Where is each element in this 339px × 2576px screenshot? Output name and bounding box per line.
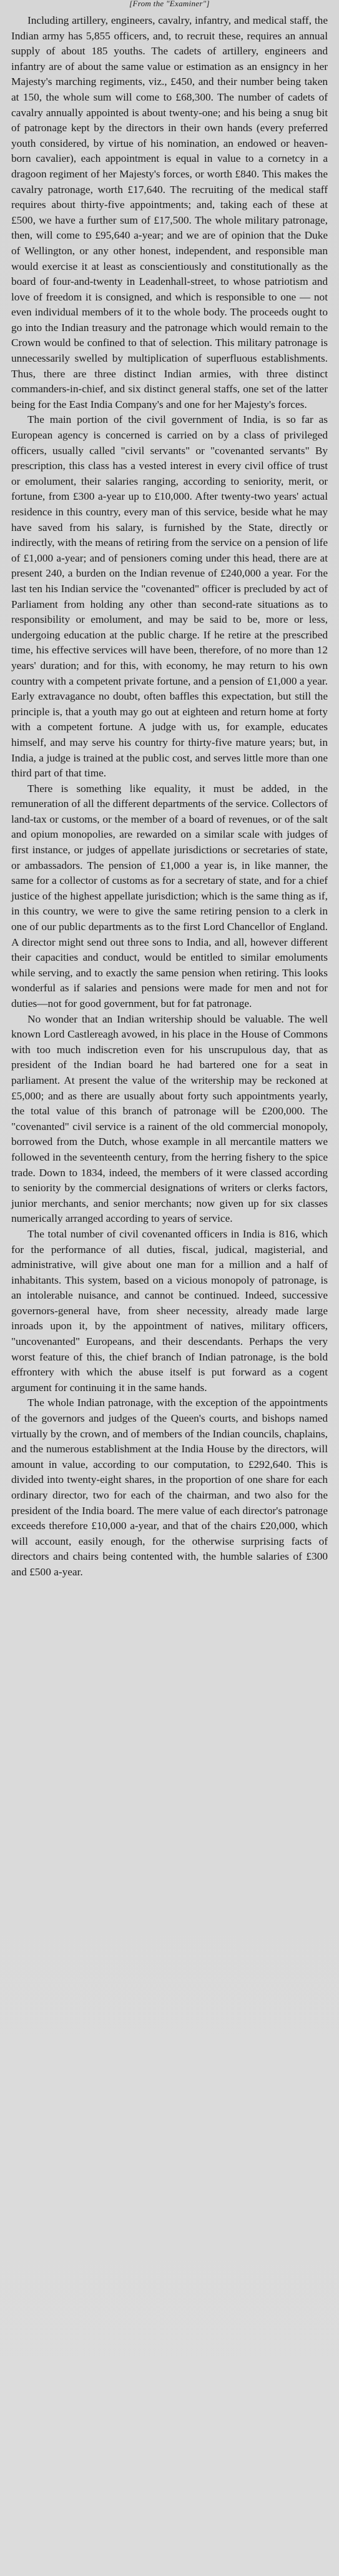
paragraph-writership-value: No wonder that an Indian writership should be valuable. The well known Lord Castlereagh avowed, in his place in the House of Commons with too much indiscretion even for his unscrupulous day, that as president of the Indian board he had bartered one for a seat in parliament. At present the value of the writership may be reckoned at £5,000; and as there are usually about forty such appointments yearly, the total value of this branch of patronage will be £200,000. The "covenanted" civil service is a rainent of the old commercial monopoly, borrowed from the Dutch, whose example in all mercantile matters we followed in the seventeenth century, from the herring fishery to the spice trade. Down to 1834, indeed, the members of it were classed according to seniority by the commercial designations of writers or clerks factors, junior merchants, and senior merchants; now given up for six classes numerically arranged according to years of service. [11, 1013, 328, 1225]
article-column [11, 0, 328, 2576]
paragraph-covenanted-officers: The total number of civil covenanted officers in India is 816, which for the performance of all duties, fiscal, judical, magisterial, and administrative, will give about one man for a million and a half of inhabitants. This system, based on a vicious monopoly of patronage, is an intolerable nuisance, and cannot be continued. Indeed, successive governors-general have, from sheer necessity, already made large inroads upon it, by the appointment of natives, military officers, "uncovenanted" Europeans, and their descendants. Perhaps the very worst feature of this, the chief branch of Indian patronage, is the bold effrontery with which the abuse itself is put forward as a cogent argument for continuing it in the same hands. [11, 1227, 328, 1394]
paragraph-military-patronage: Including artillery, engineers, cavalry, infantry, and medical staff, the Indian army has 5,855 officers, and, to recruit these, requires an annual supply of about 185 youths. The cadets of artillery, engineers and infantry are of about the same value or estimation as an ensigncy in her Majesty's marching regiments, viz., £450, and their number being taken at 150, the whole sum will come to £68,300. The number of cadets of cavalry annually appointed is about twenty-one; and his being a snug bit of patronage kept by the directors in their own hands (every preferred youth considered, by virtue of his nomination, an endowed or heaven-born cavalier), each appointment is equal in value to a cornetcy in a dragoon regiment of her Majesty's forces, or worth £840. This makes the cavalry patronage, worth £17,640. The recruiting of the medical staff requires about thirty-five appointments; and, taking each of these at £500, we have a further sum of £17,500. The whole military patronage, then, will come to £95,640 a-year; and we are of opinion that the Duke of Wellington, or any other honest, independent, and responsible man would exercise it at least as conscientiously and constitutionally as the board of four-and-twenty in Leadenhall-street, to whose patriotism and love of freedom it is consigned, and which is responsible to one — not even individual members of it to the whole body. The proceeds ought to go into the Indian treasury and the patronage which would remain to the Crown would be confined to that of selection. This military patronage is unnecessarily swelled by multiplication of superfluous establishments. Thus, there are three distinct Indian armies, with three distinct commanders-in-chief, and six distinct general staffs, one set of the latter being for the East India Company's and one for her Majesty's forces. [11, 14, 328, 410]
paragraph-whole-patronage: The whole Indian patronage, with the exception of the appointments of the governors and judges of the Queen's courts, and bishops named virtually by the crown, and of members of the Indian councils, chaplains, and the numerous establishment at the India House by the directors, will amount in value, according to our computation, to £292,640. This is divided into twenty-eight shares, in the proportion of one share for each ordinary director, two for each of the chairman, and two also for the president of the India board. The mere value of each director's patronage exceeds therefore £10,000 a-year, and that of the chairs £20,000, which will account, easily enough, for the otherwise surprising facts of directors and chairs being contented with, the humble salaries of £300 and £500 a-year. [11, 1397, 328, 1578]
paragraph-civil-servants: The main portion of the civil government of India, is so far as European agency is concerned is carried on by a class of privileged officers, usually called "civil servants" or "covenanted servants" By prescription, this class has a vested interest in every civil office of trust or emolument, their salaries ranging, according to seniority, merit, or fortune, from £300 a-year up to £10,000. After twenty-two years' actual residence in this country, every man of this service, beside what he may have saved from his salary, is furnished by the State, directly or indirectly, with the means of retiring from the service on a pension of life of £1,000 a-year; and of pensioners coming under this head, there are at present 240, a burden on the Indian revenue of £240,000 a year. For the last ten his Indian service the "covenanted" officer is precluded by act of Parliament from holding any other than second-rate situations as to responsibility or emolument, and may be said to be, more or less, undergoing education at the public charge. If he retire at the prescribed time, his effective services will have been, therefore, of no more than 12 years' duration; and for this, with economy, he may return to his own country with a competent private fortune, and a pension of £1,000 a year. Early extravagance no doubt, often baffles this expectation, but still the principle is, that a youth may go out at eighteen and return home at forty with a competent fortune. A judge with us, for example, educates himself, and may serve his country for thirty-five mature years; but, in India, a judge is trained at the public cost, and serves little more than one third part of that time. [11, 414, 328, 780]
source-attribution [11, 0, 328, 9]
paragraph-equality-remuneration: There is something like equality, it must be added, in the remuneration of all the different departments of the service. Collectors of land-tax or customs, or the member of a board of revenues, or of the salt and opium monopolies, are rewarded on a similar scale with judges of first instance, or judges of appellate jurisdictions or secretaries of state, or ambassadors. The pension of £1,000 a year is, in like manner, the same for a collector of customs as for a secretary of state, and for a chief justice of the highest appellate jurisdiction; which is the same thing as if, in this country, we were to give the same retiring pension to a clerk in one of our public departments as to the first Lord Chancellor of England. A director might send out three sons to India, and all, however different their capacities and conduct, would be entitled to similar emoluments while serving, and to exactly the same pension when retiring. This looks wonderful as if salaries and pensions were made for men and not for duties—not for good government, but for fat patronage. [11, 782, 328, 1009]
source-text: [From the "Examiner"] [129, 0, 210, 8]
